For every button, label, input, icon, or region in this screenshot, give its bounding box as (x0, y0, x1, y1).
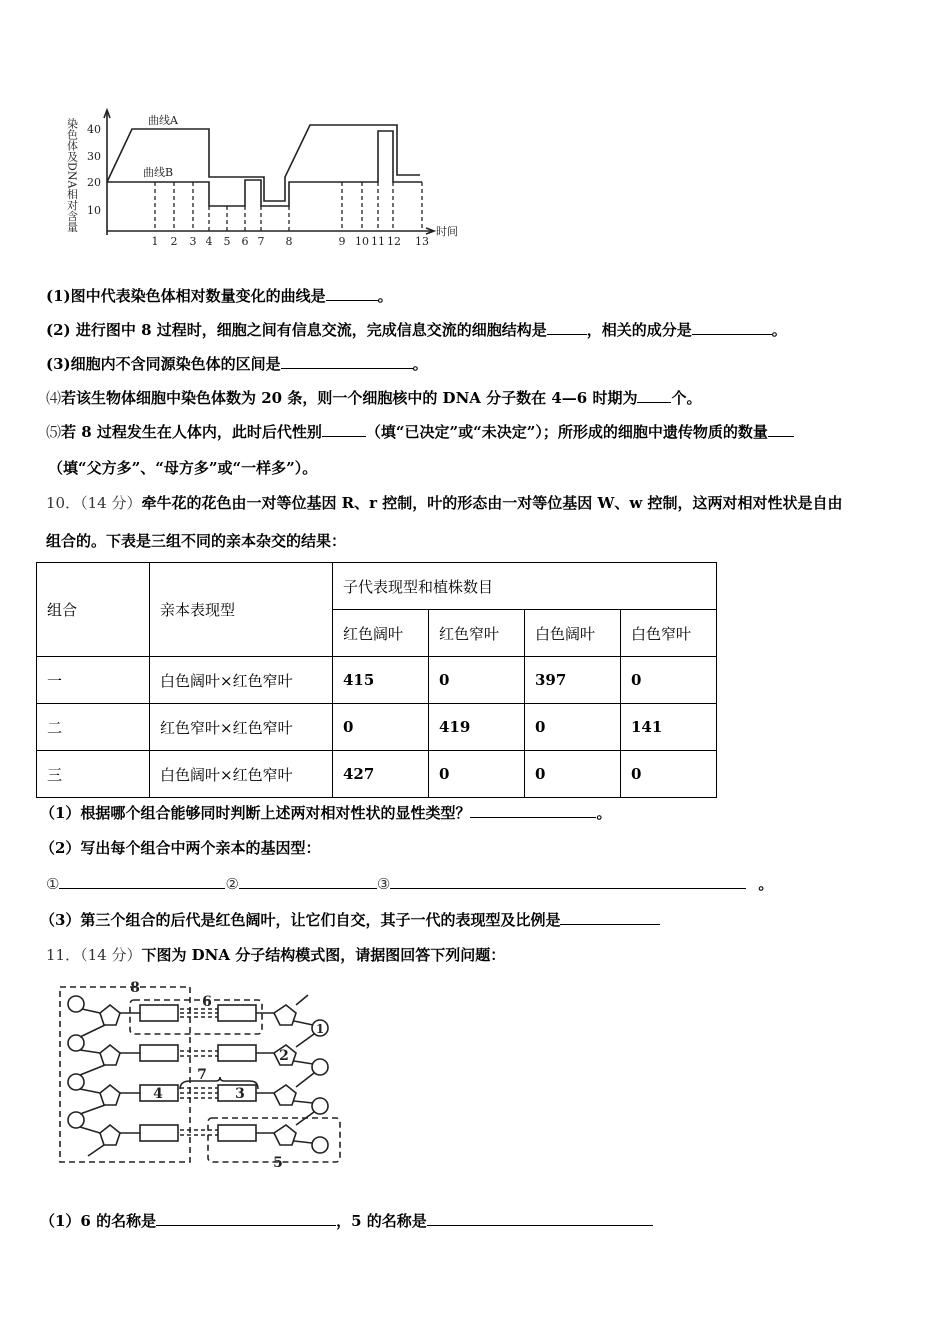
answer-blank[interactable] (470, 803, 596, 818)
text: 。 (771, 321, 787, 339)
dna-structure-diagram (50, 975, 350, 1175)
x-tick: 6 (241, 235, 249, 248)
label-7: 7 (197, 1067, 207, 1083)
cell-value: 419 (429, 704, 525, 751)
y-tick: 40 (87, 123, 101, 136)
x-tick: 4 (205, 235, 213, 248)
x-tick: 10 (355, 235, 369, 248)
answer-blank[interactable] (239, 874, 377, 889)
text: （1）6 的名称是 (40, 1212, 157, 1230)
answer-blank[interactable] (156, 1211, 336, 1226)
q9-part1 (46, 286, 393, 306)
x-tick: 7 (257, 235, 265, 248)
answer-blank[interactable] (322, 422, 366, 437)
x-tick: 3 (189, 235, 197, 248)
y-tick: 30 (87, 150, 101, 163)
answer-blank[interactable] (427, 1211, 653, 1226)
subheader: 红色阔叶 (333, 610, 429, 657)
question-number: 11．（14 分） (46, 946, 142, 964)
answer-blank[interactable] (768, 422, 794, 437)
x-tick: 5 (223, 235, 231, 248)
answer-blank[interactable] (281, 354, 413, 369)
text: 个。 (671, 389, 702, 407)
text: （3）第三个组合的后代是红色阔叶，让它们自交，其子一代的表现型及比例是 (40, 911, 561, 929)
q9-part5-cont (48, 458, 317, 478)
label-8: 8 (130, 980, 140, 996)
text: (1)图中代表染色体相对数量变化的曲线是 (46, 287, 326, 305)
text: （2）写出每个组合中两个亲本的基因型： (40, 839, 321, 857)
cell-value: 415 (333, 657, 429, 704)
text: 。 (412, 355, 428, 373)
x-tick: 1 (151, 235, 159, 248)
x-tick: 9 (338, 235, 346, 248)
y-tick: 10 (87, 204, 101, 217)
text: ⑷ (46, 389, 62, 407)
cell-parent: 白色阔叶×红色窄叶 (150, 657, 333, 704)
x-tick: 13 (415, 235, 429, 248)
subheader: 白色窄叶 (621, 610, 717, 657)
x-tick: 2 (170, 235, 178, 248)
cell-value: 0 (429, 657, 525, 704)
text: 组合的。下表是三组不同的亲本杂交的结果： (46, 532, 347, 550)
text: （填“父方多”、“母方多”或“一样多”）。 (48, 459, 318, 477)
q10-part1 (40, 803, 611, 823)
table-row (37, 751, 717, 798)
q11-intro (46, 945, 505, 965)
cell-parent: 红色窄叶×红色窄叶 (150, 704, 333, 751)
cell-value: 141 (621, 704, 717, 751)
cell-value: 397 (525, 657, 621, 704)
answer-blank[interactable] (637, 388, 671, 403)
q10-part2 (40, 838, 320, 858)
cell-value: 0 (621, 751, 717, 798)
label-6: 6 (202, 994, 212, 1010)
answer-blank[interactable] (59, 874, 225, 889)
chromosome-dna-chart (60, 100, 480, 260)
cell-value: 427 (333, 751, 429, 798)
q10-intro-cont (46, 531, 346, 551)
header-group: 组合 (37, 563, 150, 657)
curve-a (107, 125, 420, 201)
answer-blank[interactable] (326, 286, 378, 301)
text: ，相关的成分是 (586, 321, 692, 339)
cell-group: 二 (37, 704, 150, 751)
q10-part3 (40, 910, 660, 930)
label-3: 3 (235, 1086, 245, 1102)
answer-blank[interactable] (560, 910, 660, 925)
cross-results-table (36, 562, 717, 798)
text: ③ (376, 875, 391, 893)
question-number: 10．（14 分） (46, 494, 142, 512)
text: 若 8 过程发生在人体内，此时后代性别 (61, 423, 322, 441)
q9-part2 (46, 320, 787, 340)
text: （填“已决定”或“未决定”）；所形成的细胞中遗传物质的数量 (365, 423, 768, 441)
curve-b-label: 曲线B (143, 166, 174, 179)
text: 下图为 DNA 分子结构模式图，请据图回答下列问题： (141, 946, 506, 964)
text: (2) 进行图中 8 过程时，细胞之间有信息交流，完成信息交流的细胞结构是 (46, 321, 547, 339)
text: 。 (596, 804, 612, 822)
label-4: 4 (153, 1086, 163, 1102)
text: 牵牛花的花色由一对等位基因 R、r 控制，叶的形态由一对等位基因 W、w 控制，这两对相对性状是自由 (141, 494, 843, 512)
subheader: 白色阔叶 (525, 610, 621, 657)
cell-value: 0 (621, 657, 717, 704)
answer-blank[interactable] (692, 320, 772, 335)
table-row (37, 704, 717, 751)
q11-part1 (40, 1211, 653, 1231)
label-2: 2 (279, 1048, 289, 1064)
text: (3)细胞内不含同源染色体的区间是 (46, 355, 281, 373)
x-axis-label: 时间 (436, 225, 458, 238)
q10-part2-blanks (46, 874, 773, 894)
cell-value: 0 (333, 704, 429, 751)
text: ① (46, 875, 60, 893)
y-tick: 20 (87, 176, 101, 189)
label-5: 5 (273, 1155, 283, 1171)
q9-part5 (46, 422, 794, 442)
label-1: 1 (315, 1022, 325, 1036)
cell-group: 一 (37, 657, 150, 704)
curve-a-label: 曲线A (148, 114, 178, 127)
answer-blank[interactable] (547, 320, 587, 335)
text: （1）根据哪个组合能够同时判断上述两对相对性状的显性类型？ (40, 804, 471, 822)
text: 。 (377, 287, 393, 305)
y-axis-label: 染色体及DNA相对含量 (65, 118, 79, 233)
subheader: 红色窄叶 (429, 610, 525, 657)
x-tick: 12 (387, 235, 401, 248)
header-parent: 亲本表现型 (150, 563, 333, 657)
cell-value: 0 (525, 751, 621, 798)
text: 若该生物体细胞中染色体数为 20 条，则一个细胞核中的 DNA 分子数在 4—6 时期为 (61, 389, 638, 407)
q9-part4 (46, 388, 701, 408)
answer-blank[interactable] (390, 874, 746, 889)
text: ，5 的名称是 (336, 1212, 427, 1230)
cell-value: 0 (525, 704, 621, 751)
x-tick: 11 (371, 235, 385, 248)
cell-value: 0 (429, 751, 525, 798)
header-offspring: 子代表现型和植株数目 (333, 563, 717, 610)
q10-intro (46, 493, 842, 513)
q9-part3 (46, 354, 428, 374)
text: ② (225, 875, 239, 893)
table-row (37, 657, 717, 704)
text: 。 (758, 875, 774, 893)
x-tick: 8 (285, 235, 293, 248)
text: ⑸ (46, 423, 62, 441)
cell-parent: 白色阔叶×红色窄叶 (150, 751, 333, 798)
cell-group: 三 (37, 751, 150, 798)
